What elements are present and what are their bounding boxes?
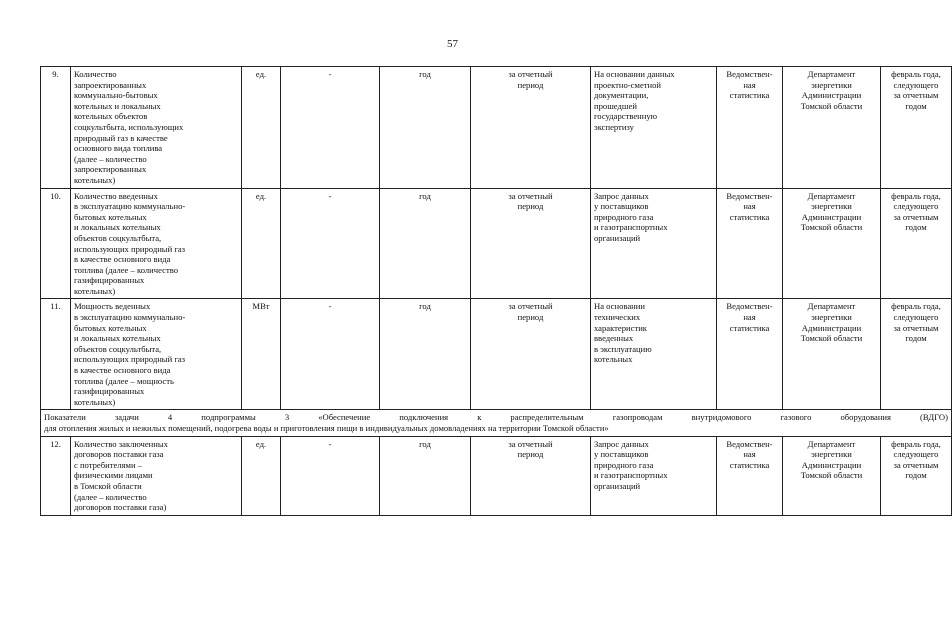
basis-cell: за отчетный период — [471, 436, 591, 515]
responsible-cell: Департамент энергетики Администрации Томской области — [783, 67, 881, 189]
period-cell: год — [380, 436, 471, 515]
row-number: 9. — [41, 67, 71, 189]
source-cell: Ведомствен- ная статистика — [717, 188, 783, 299]
deadline-cell: февраль года, следующего за отчетным годом — [881, 188, 952, 299]
unit-cell: ед. — [242, 188, 281, 299]
section-header-row — [41, 410, 952, 436]
row-number: 12. — [41, 436, 71, 515]
period-cell: год — [380, 299, 471, 410]
method-cell: Запрос данных у поставщиков природного газа и газотранспортных организаций — [591, 436, 717, 515]
source-cell: Ведомствен- ная статистика — [717, 436, 783, 515]
source-cell: Ведомствен- ная статистика — [717, 299, 783, 410]
trend-cell: - — [281, 436, 380, 515]
deadline-cell: февраль года, следующего за отчетным годом — [881, 299, 952, 410]
table-row — [41, 299, 952, 410]
deadline-cell: февраль года, следующего за отчетным годом — [881, 436, 952, 515]
section-header — [41, 410, 952, 436]
trend-cell: - — [281, 67, 380, 189]
row-number: 10. — [41, 188, 71, 299]
period-cell: год — [380, 188, 471, 299]
unit-cell: ед. — [242, 67, 281, 189]
basis-cell: за отчетный период — [471, 299, 591, 410]
section-title-line-2: для отопления жилых и нежилых помещений, подогрева воды и приготовления пищи в индивидуальных домовладениях на территории Томской области» — [44, 423, 609, 433]
method-cell: Запрос данных у поставщиков природного газа и газотранспортных организаций — [591, 188, 717, 299]
responsible-cell: Департамент энергетики Администрации Томской области — [783, 436, 881, 515]
unit-cell: МВт — [242, 299, 281, 410]
indicator-name: Количество запроектированных коммунально-бытовых котельных и локальных котельных объектов соцкультбыта, использующих природный газ в качестве основного вида топлива (далее – количество запроектированных котельных) — [71, 67, 242, 189]
table-row — [41, 436, 952, 515]
deadline-cell: февраль года, следующего за отчетным годом — [881, 67, 952, 189]
indicator-name: Мощность веденных в эксплуатацию коммунально- бытовых котельных и локальных котельных объектов соцкультбыта, использующих природный газ в качестве основного вида топлива (далее – мощность газифицированных котельных) — [71, 299, 242, 410]
table-row — [41, 67, 952, 189]
trend-cell: - — [281, 299, 380, 410]
indicators-body — [41, 67, 952, 516]
method-cell: На основании данных проектно-сметной документации, прошедшей государственную экспертизу — [591, 67, 717, 189]
responsible-cell: Департамент энергетики Администрации Томской области — [783, 188, 881, 299]
responsible-cell: Департамент энергетики Администрации Томской области — [783, 299, 881, 410]
method-cell: На основании технических характеристик введенных в эксплуатацию котельных — [591, 299, 717, 410]
basis-cell: за отчетный период — [471, 188, 591, 299]
indicators-table — [40, 66, 952, 516]
row-number: 11. — [41, 299, 71, 410]
trend-cell: - — [281, 188, 380, 299]
indicator-name: Количество введенных в эксплуатацию коммунально- бытовых котельных и локальных котельных объектов соцкультбыта, использующих природный газ в качестве основного вида топлива (далее – количество газифицированных котельных) — [71, 188, 242, 299]
table-row — [41, 188, 952, 299]
indicator-name: Количество заключенных договоров поставки газа с потребителями – физическими лицами в Томской области (далее – количество договоров поставки газа) — [71, 436, 242, 515]
unit-cell: ед. — [242, 436, 281, 515]
source-cell: Ведомствен- ная статистика — [717, 67, 783, 189]
period-cell: год — [380, 67, 471, 189]
basis-cell: за отчетный период — [471, 67, 591, 189]
page-number: 57 — [447, 38, 458, 50]
section-title-line-1: Показатели задачи 4 подпрограммы 3 «Обеспечение подключения к распределительным газопроводам внутридомового газового оборудования (ВДГО) — [44, 412, 948, 423]
